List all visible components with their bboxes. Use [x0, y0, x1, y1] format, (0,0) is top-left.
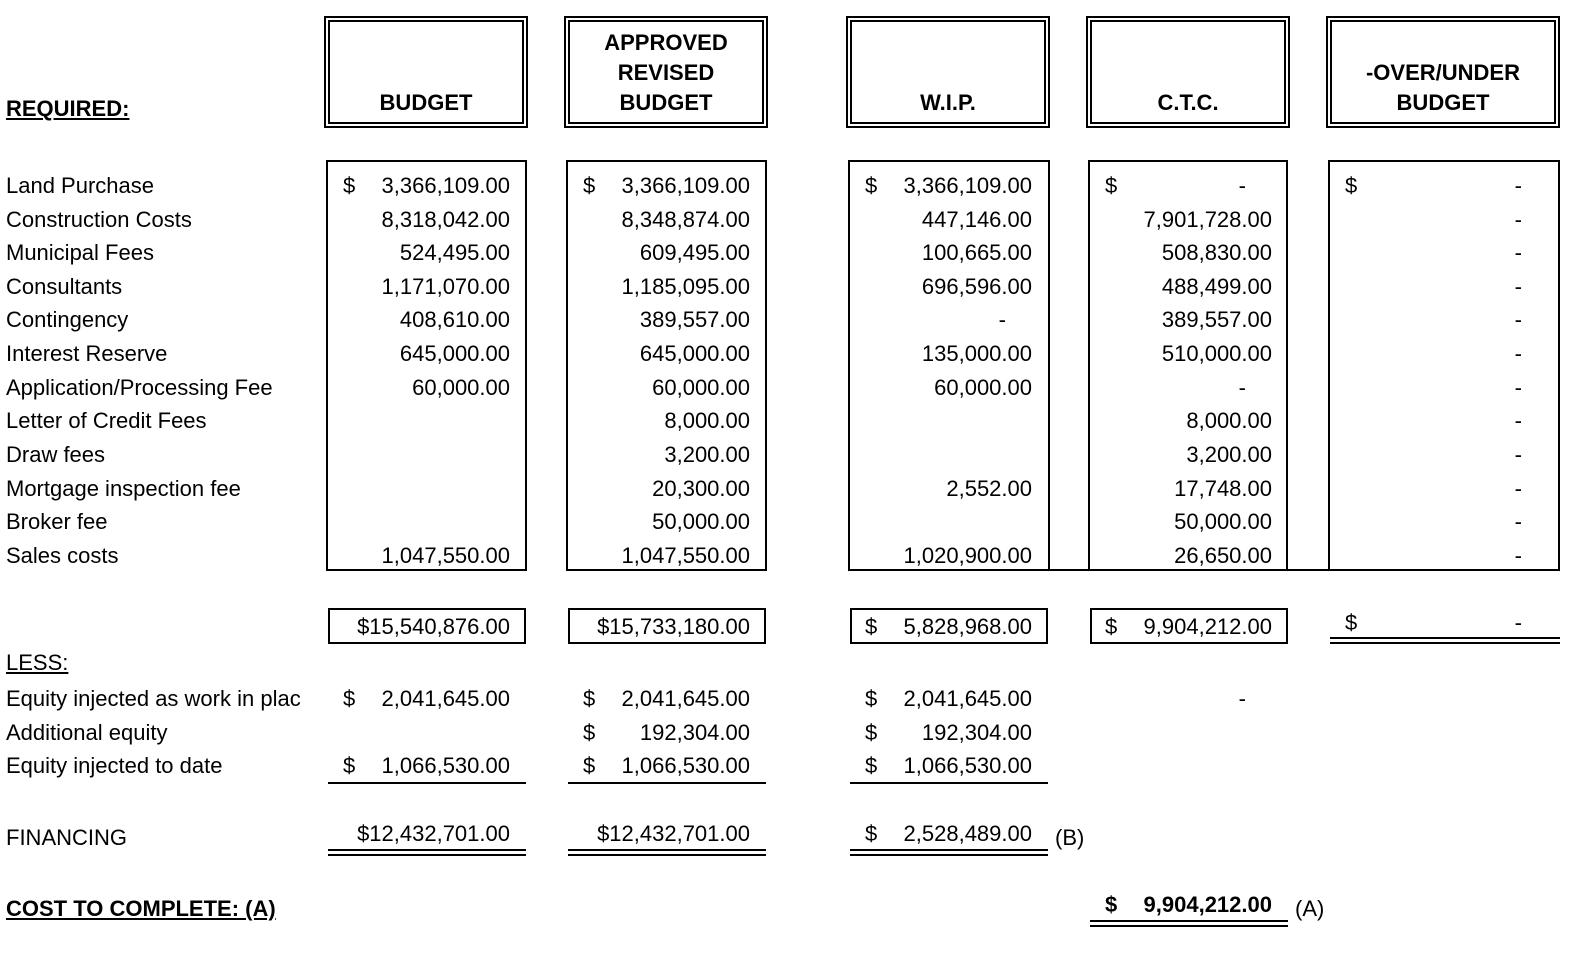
less-label: LESS:: [6, 650, 69, 675]
total-approved: $15,733,180.00: [597, 614, 750, 639]
less-approved-cell: 1,066,530.00: [621, 753, 750, 778]
header-wip: [846, 16, 1050, 128]
approved-cell: 645,000.00: [639, 341, 750, 366]
dollar-sign: $: [865, 821, 878, 846]
total-over-under-rule-1: [1330, 637, 1560, 639]
total-over-under: -: [1514, 610, 1522, 635]
budget-cell: 645,000.00: [399, 341, 510, 366]
over-cell: -: [1514, 509, 1522, 534]
dollar-sign: $: [865, 614, 878, 639]
row-label: Mortgage inspection fee: [6, 476, 241, 501]
wip-cell: 100,665.00: [921, 240, 1032, 265]
header-wip-text: W.I.P.: [920, 90, 976, 115]
financing-rule-budget-1: [328, 849, 526, 851]
dollar-sign: $: [343, 173, 356, 198]
row-label: Broker fee: [6, 509, 108, 534]
approved-cell: 3,200.00: [664, 442, 750, 467]
approved-cell: 1,185,095.00: [621, 274, 750, 299]
row-label: Land Purchase: [6, 173, 154, 198]
wip-cell: 60,000.00: [934, 375, 1032, 400]
dollar-sign: $: [1105, 173, 1118, 198]
over-cell: -: [1514, 442, 1522, 467]
approved-cell: 8,000.00: [664, 408, 750, 433]
approved-cell: 50,000.00: [652, 509, 750, 534]
wip-cell: 135,000.00: [921, 341, 1032, 366]
cost-to-complete-label: COST TO COMPLETE: (A): [6, 896, 276, 921]
total-over-under-rule-2: [1330, 642, 1560, 644]
cost-to-complete-rule-2: [1090, 925, 1288, 927]
less-underline-wip: [850, 782, 1048, 784]
ctc-cell: 508,830.00: [1161, 240, 1272, 265]
budget-cell: 8,318,042.00: [381, 207, 510, 232]
over-cell: -: [1514, 274, 1522, 299]
dollar-sign: $: [865, 720, 878, 745]
budget-cell: 524,495.00: [399, 240, 510, 265]
approved-cell: 3,366,109.00: [621, 173, 750, 198]
header-budget-text: BUDGET: [379, 90, 473, 115]
dollar-sign: $: [865, 686, 878, 711]
dollar-sign: $: [343, 686, 356, 711]
section-label-required: REQUIRED:: [6, 96, 130, 121]
dollar-sign: $: [583, 753, 596, 778]
ctc-cell: -: [1238, 375, 1246, 400]
over-cell: -: [1514, 240, 1522, 265]
row-label: Sales costs: [6, 543, 119, 568]
dollar-sign: $: [1105, 614, 1118, 639]
header-ctc-text: C.T.C.: [1157, 90, 1219, 115]
budget-cell: 408,610.00: [399, 307, 510, 332]
financing-rule-wip-2: [850, 854, 1048, 856]
wip-cell: 3,366,109.00: [903, 173, 1032, 198]
over-cell: -: [1514, 307, 1522, 332]
bottom-rule-gap-2: [1286, 569, 1330, 571]
ctc-cell: 488,499.00: [1161, 274, 1272, 299]
row-label: Interest Reserve: [6, 341, 168, 366]
over-cell: -: [1514, 543, 1522, 568]
header-over-line2: BUDGET: [1396, 90, 1490, 115]
dollar-sign: $: [583, 686, 596, 711]
approved-cell: 1,047,550.00: [621, 543, 750, 568]
approved-cell: 389,557.00: [639, 307, 750, 332]
less-approved-cell: 2,041,645.00: [621, 686, 750, 711]
approved-cell: 20,300.00: [652, 476, 750, 501]
over-cell: -: [1514, 476, 1522, 501]
total-budget: $15,540,876.00: [357, 614, 510, 639]
financing-rule-approved-1: [568, 849, 766, 851]
over-cell: -: [1514, 375, 1522, 400]
wip-cell: 696,596.00: [921, 274, 1032, 299]
financing-rule-budget-2: [328, 854, 526, 856]
wip-cell: 1,020,900.00: [903, 543, 1032, 568]
ctc-cell: 510,000.00: [1161, 341, 1272, 366]
financing-budget: $12,432,701.00: [357, 821, 510, 846]
header-over-line1: -OVER/UNDER: [1365, 60, 1520, 85]
over-cell: -: [1514, 207, 1522, 232]
approved-cell: 609,495.00: [639, 240, 750, 265]
less-wip-cell: 2,041,645.00: [903, 686, 1032, 711]
less-row-label: Equity injected to date: [6, 753, 223, 778]
row-label: Municipal Fees: [6, 240, 154, 265]
dollar-sign: $: [1345, 173, 1358, 198]
ctc-cell: 26,650.00: [1174, 543, 1272, 568]
budget-cell: 3,366,109.00: [381, 173, 510, 198]
financing-wip: 2,528,489.00: [903, 821, 1032, 846]
header-approved-line2: REVISED: [617, 60, 715, 85]
row-label: Construction Costs: [6, 207, 192, 232]
less-underline-approved: [568, 782, 766, 784]
less-approved-cell: 192,304.00: [639, 720, 750, 745]
less-underline-budget: [328, 782, 526, 784]
row-label: Draw fees: [6, 442, 106, 467]
header-approved-line3: BUDGET: [619, 90, 713, 115]
ctc-cell: 3,200.00: [1186, 442, 1272, 467]
total-wip: 5,828,968.00: [903, 614, 1032, 639]
financing-note: (B): [1055, 825, 1085, 850]
less-wip-cell: 192,304.00: [921, 720, 1032, 745]
cost-to-complete-value: 9,904,212.00: [1143, 892, 1272, 917]
header-ctc: [1086, 16, 1290, 128]
ctc-cell: 389,557.00: [1161, 307, 1272, 332]
less-wip-cell: 1,066,530.00: [903, 753, 1032, 778]
ctc-cell: -: [1238, 173, 1246, 198]
column-box-over-under: [1328, 160, 1560, 571]
less-budget-cell: 2,041,645.00: [381, 686, 510, 711]
cost-to-complete-note: (A): [1295, 896, 1325, 921]
financing-label: FINANCING: [6, 825, 127, 850]
dollar-sign: $: [865, 173, 878, 198]
dollar-sign: $: [1345, 610, 1358, 635]
total-ctc: 9,904,212.00: [1143, 614, 1272, 639]
less-row-label: Additional equity: [6, 720, 168, 745]
row-label: Letter of Credit Fees: [6, 408, 207, 433]
ctc-cell: 17,748.00: [1174, 476, 1272, 501]
row-label: Consultants: [6, 274, 123, 299]
cost-to-complete-rule-1: [1090, 920, 1288, 922]
header-budget: [324, 16, 528, 128]
ctc-cell: 7,901,728.00: [1143, 207, 1272, 232]
ctc-cell: 8,000.00: [1186, 408, 1272, 433]
approved-cell: 60,000.00: [652, 375, 750, 400]
budget-cell: 1,171,070.00: [381, 274, 510, 299]
wip-cell: 2,552.00: [946, 476, 1032, 501]
less-budget-cell: 1,066,530.00: [381, 753, 510, 778]
row-label: Contingency: [6, 307, 129, 332]
financing-approved: $12,432,701.00: [597, 821, 750, 846]
dollar-sign: $: [583, 720, 596, 745]
bottom-rule-gap-1: [1048, 569, 1090, 571]
dollar-sign: $: [583, 173, 596, 198]
approved-cell: 8,348,874.00: [621, 207, 750, 232]
dollar-sign: $: [865, 753, 878, 778]
dollar-sign: $: [1105, 892, 1118, 917]
dollar-sign: $: [343, 753, 356, 778]
row-label: Application/Processing Fee: [6, 375, 273, 400]
header-approved-line1: APPROVED: [604, 30, 728, 55]
less-ctc-cell: -: [1238, 686, 1246, 711]
header-approved-revised-budget: [564, 16, 768, 128]
less-row-label: Equity injected as work in plac: [6, 686, 301, 711]
over-cell: -: [1514, 408, 1522, 433]
wip-cell: -: [998, 307, 1006, 332]
header-over-under-budget: [1326, 16, 1560, 128]
financing-rule-wip-1: [850, 849, 1048, 851]
ctc-cell: 50,000.00: [1174, 509, 1272, 534]
financing-rule-approved-2: [568, 854, 766, 856]
over-cell: -: [1514, 173, 1522, 198]
over-cell: -: [1514, 341, 1522, 366]
budget-cell: 60,000.00: [412, 375, 510, 400]
wip-cell: 447,146.00: [921, 207, 1032, 232]
budget-cell: 1,047,550.00: [381, 543, 510, 568]
